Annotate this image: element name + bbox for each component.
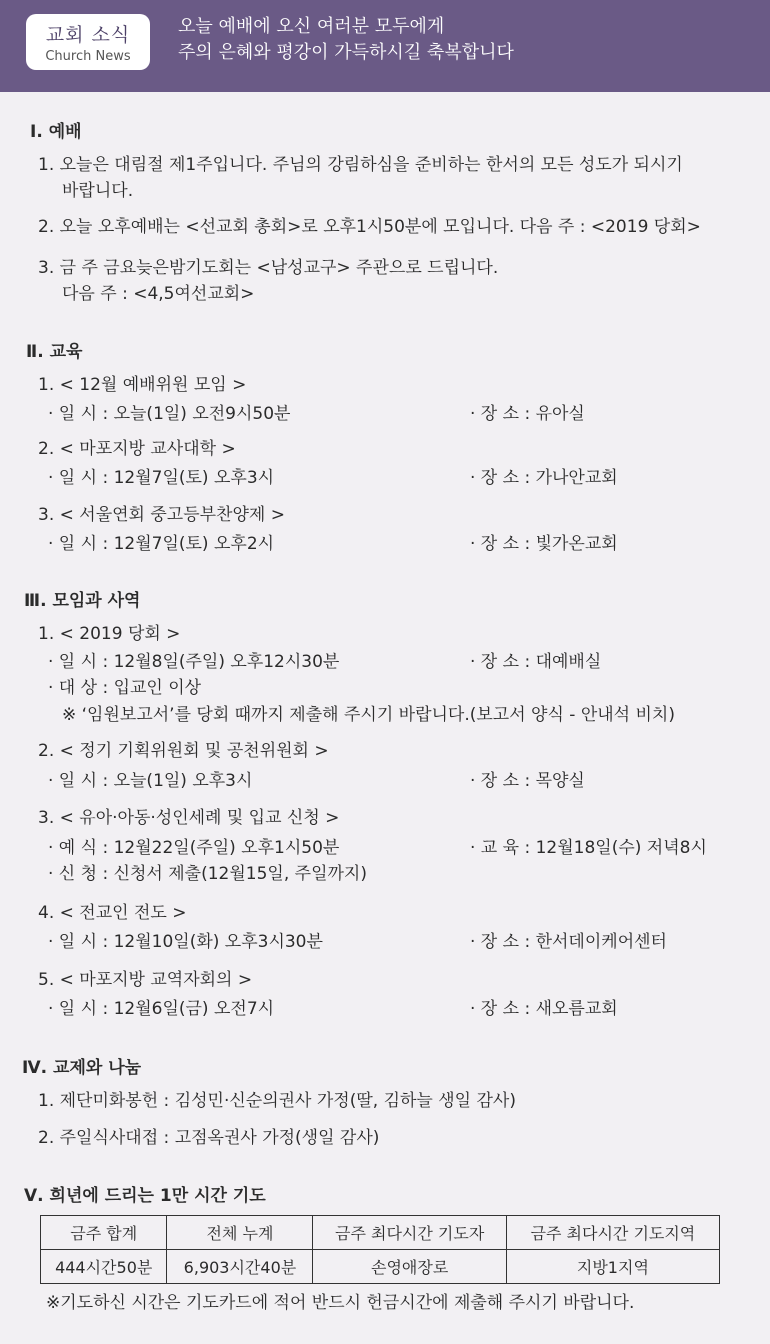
section-education-title: Ⅱ. 교육 — [26, 342, 83, 362]
value-top-region: 지방1지역 — [506, 1250, 719, 1284]
meetings-item-2-time: · 일 시 : 오늘(1일) 오후3시 — [48, 771, 253, 791]
header-top-region: 금주 최다시간 기도지역 — [506, 1216, 719, 1250]
worship-item-2: 2. 오늘 오후예배는 <선교회 총회>로 오후1시50분에 모입니다. 다음 주 : <2019 당회> — [38, 217, 701, 237]
education-item-1-place: · 장 소 : 유아실 — [470, 404, 585, 424]
section-meetings-title: Ⅲ. 모임과 사역 — [24, 591, 141, 611]
meetings-item-3-rite: · 예 식 : 12월22일(주일) 오후1시50분 — [48, 838, 340, 858]
education-item-2-place: · 장 소 : 가나안교회 — [470, 468, 618, 488]
greeting-line-2: 주의 은혜와 평강이 가득하시길 축복합니다 — [178, 42, 514, 63]
meetings-item-2: 2. < 정기 기획위원회 및 공천위원회 > — [38, 741, 329, 761]
meetings-item-1-target: · 대 상 : 입교인 이상 — [48, 678, 202, 698]
meetings-item-1-time: · 일 시 : 12월8일(주일) 오후12시30분 — [48, 652, 340, 672]
header-top-person: 금주 최다시간 기도자 — [313, 1216, 506, 1250]
header-week-total: 금주 합계 — [41, 1216, 167, 1250]
worship-item-1-cont: 바랍니다. — [62, 181, 134, 201]
value-cumulative: 6,903시간40분 — [167, 1250, 313, 1284]
meetings-item-5-place: · 장 소 : 새오름교회 — [470, 999, 618, 1019]
meetings-item-1-place: · 장 소 : 대예배실 — [470, 652, 602, 672]
table-row — [41, 1250, 720, 1284]
meetings-item-3-education: · 교 육 : 12월18일(수) 저녁8시 — [470, 838, 707, 858]
education-item-1: 1. < 12월 예배위원 모임 > — [38, 375, 247, 395]
church-news-badge — [26, 14, 150, 70]
header-banner — [0, 0, 770, 92]
education-item-3-time: · 일 시 : 12월7일(토) 오후2시 — [48, 534, 275, 554]
education-item-2-time: · 일 시 : 12월7일(토) 오후3시 — [48, 468, 275, 488]
table-header-row — [41, 1216, 720, 1250]
meetings-item-4-place: · 장 소 : 한서데이케어센터 — [470, 932, 667, 952]
section-prayer-title: Ⅴ. 희년에 드리는 1만 시간 기도 — [24, 1186, 266, 1206]
meetings-item-4-time: · 일 시 : 12월10일(화) 오후3시30분 — [48, 932, 323, 952]
badge-title-en: Church News — [45, 49, 131, 64]
meetings-item-3: 3. < 유아·아동·성인세례 및 입교 신청 > — [38, 808, 340, 828]
greeting — [178, 14, 514, 66]
badge-title-ko: 교회 소식 — [45, 24, 131, 46]
greeting-line-1: 오늘 예배에 오신 여러분 모두에게 — [178, 16, 445, 37]
meetings-item-5: 5. < 마포지방 교역자회의 > — [38, 970, 253, 990]
fellowship-item-2: 2. 주일식사대접 : 고점옥권사 가정(생일 감사) — [38, 1128, 380, 1148]
worship-item-3: 3. 금 주 금요늦은밤기도회는 <남성교구> 주관으로 드립니다. — [38, 258, 499, 278]
meetings-item-4: 4. < 전교인 전도 > — [38, 903, 187, 923]
education-item-1-time: · 일 시 : 오늘(1일) 오전9시50분 — [48, 404, 291, 424]
header-cumulative: 전체 누계 — [167, 1216, 313, 1250]
worship-item-3-cont: 다음 주 : <4,5여선교회> — [62, 284, 255, 304]
fellowship-item-1: 1. 제단미화봉헌 : 김성민·신순의권사 가정(딸, 김하늘 생일 감사) — [38, 1091, 516, 1111]
section-fellowship-title: Ⅳ. 교제와 나눔 — [22, 1058, 142, 1078]
value-top-person: 손영애장로 — [313, 1250, 506, 1284]
value-week-total: 444시간50분 — [41, 1250, 167, 1284]
section-worship-title: Ⅰ. 예배 — [30, 122, 82, 142]
worship-item-1: 1. 오늘은 대림절 제1주입니다. 주님의 강림하심을 준비하는 한서의 모든 성도가 되시기 — [38, 155, 683, 175]
meetings-item-3-apply: · 신 청 : 신청서 제출(12월15일, 주일까지) — [48, 864, 367, 884]
meetings-item-2-place: · 장 소 : 목양실 — [470, 771, 585, 791]
education-item-2: 2. < 마포지방 교사대학 > — [38, 439, 236, 459]
meetings-item-5-time: · 일 시 : 12월6일(금) 오전7시 — [48, 999, 275, 1019]
education-item-3: 3. < 서울연회 중고등부찬양제 > — [38, 505, 285, 525]
prayer-hours-table — [40, 1215, 720, 1284]
prayer-note: ※기도하신 시간은 기도카드에 적어 반드시 헌금시간에 제출해 주시기 바랍니다. — [46, 1293, 635, 1313]
meetings-item-1-note: ※ ‘임원보고서’를 당회 때까지 제출해 주시기 바랍니다.(보고서 양식 - 안내석 비치) — [62, 705, 675, 725]
education-item-3-place: · 장 소 : 빛가온교회 — [470, 534, 618, 554]
meetings-item-1: 1. < 2019 당회 > — [38, 624, 181, 644]
